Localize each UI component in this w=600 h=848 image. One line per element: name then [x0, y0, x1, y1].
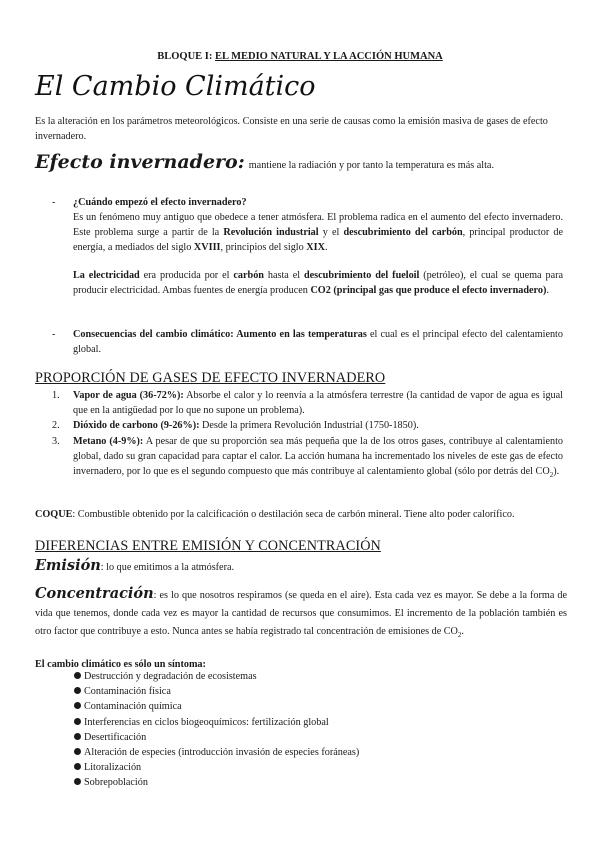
- sintoma-list: [74, 669, 359, 791]
- bullet-icon: [74, 763, 81, 770]
- sintoma-heading: El cambio climático es sólo un síntoma:: [35, 659, 206, 670]
- concentracion-label: Concentración: [35, 585, 154, 602]
- proporcion-heading: PROPORCIÓN DE GASES DE EFECTO INVERNADERO: [35, 370, 386, 386]
- bullet-icon: [74, 778, 81, 785]
- list-item: Vapor de agua (36-72%): Absorbe el calor y lo reenvía a la atmósfera terrestre (la cantidad de vapor de agua es igual que en la antigüedad por lo que no supone un problema).: [73, 390, 563, 416]
- dash-bullet: -: [52, 329, 56, 340]
- bullet-icon: [74, 718, 81, 725]
- block-prefix: BLOQUE I:: [157, 51, 213, 62]
- diferencias-heading: DIFERENCIAS ENTRE EMISIÓN Y CONCENTRACIÓN: [35, 538, 381, 554]
- dash-bullet: -: [52, 197, 56, 208]
- list-item: Litoralización: [74, 760, 359, 775]
- emision-line: [35, 557, 234, 575]
- list-item: Metano (4-9%): A pesar de que su proporción sea más pequeña que la de los otros gases, contribuye al calentamiento global, dado su gran capacidad para captar el calor. La acción humana ha incrementado los niveles de este gas de efecto invernadero, por lo que es el segundo compuesto que más contribuye al calentamiento global (sólo por detrás del $CO_2$).: [73, 436, 563, 480]
- block-header: [0, 51, 600, 62]
- q1-paragraph-2: La electricidad era producida por el carbón hasta el descubrimiento del fueloil (petróleo), el cual se quema para producir electricidad. Ambas fuentes de energía producen CO2 (principal gas que produce el efecto invernadero).: [73, 270, 564, 296]
- list-item: Sobrepoblación: [74, 775, 359, 790]
- list-number: 2.: [52, 420, 60, 431]
- list-item: Interferencias en ciclos biogeoquímicos: fertilización global: [74, 715, 359, 730]
- page-title: El Cambio Climático: [35, 71, 316, 102]
- emision-text: : lo que emitimos a la atmósfera.: [100, 562, 235, 573]
- list-item: Desertificación: [74, 730, 359, 745]
- efecto-heading: Efecto invernadero:: [35, 151, 245, 173]
- list-item: Alteración de especies (introducción invasión de especies foráneas): [74, 745, 359, 760]
- list-item: Contaminación química: [74, 699, 359, 714]
- list-item: Contaminación física: [74, 684, 359, 699]
- q1-paragraph-1: Es un fenómeno muy antiguo que obedece a tener atmósfera. El problema radica en el aumento del efecto invernadero. Este problema surge a partir de la Revolución industrial y el descubrimiento del carbón, principal productor de energía, a mediados del siglo XVIII, principios del siglo XIX.: [73, 212, 563, 253]
- coque-definition: COQUE: Combustible obtenido por la calcificación o destilación seca de carbón mineral. Tiene alto poder calorífico.: [35, 509, 515, 520]
- emision-label: Emisión: [35, 557, 101, 574]
- q2-paragraph: Consecuencias del cambio climático: Aumento en las temperaturas el cual es el principal efecto del calentamiento global.: [73, 329, 563, 355]
- bullet-icon: [74, 733, 81, 740]
- concentracion-paragraph: Concentración: es lo que nosotros respiramos (se queda en el aire). Esta cada vez es mayor. Se debe a la forma de vida que tenemos, donde cada vez es mayor la cantidad de recursos que consumimos. El incremento de la población también es otro factor que contribuye a esto. Nunca antes se había registrado tal concentración de emisiones de $CO_2$.: [35, 585, 567, 640]
- q1-question: ¿Cuándo empezó el efecto invernadero?: [73, 197, 247, 208]
- list-number: 3.: [52, 436, 60, 447]
- intro-paragraph: Es la alteración en los parámetros meteorológicos. Consiste en una serie de causas como la emisión masiva de gases de efecto invernadero.: [35, 116, 548, 142]
- bullet-icon: [74, 672, 81, 679]
- list-item: Dióxido de carbono (9-26%): Desde la primera Revolución Industrial (1750-1850).: [73, 420, 419, 431]
- efecto-invernadero-line: [35, 151, 575, 173]
- bullet-icon: [74, 702, 81, 709]
- efecto-text: mantiene la radiación y por tanto la temperatura es más alta.: [248, 160, 494, 171]
- bullet-icon: [74, 687, 81, 694]
- bullet-icon: [74, 748, 81, 755]
- list-item: Destrucción y degradación de ecosistemas: [74, 669, 359, 684]
- q1-block: [73, 195, 563, 255]
- block-title: EL MEDIO NATURAL Y LA ACCIÓN HUMANA: [215, 51, 443, 62]
- list-number: 1.: [52, 390, 60, 401]
